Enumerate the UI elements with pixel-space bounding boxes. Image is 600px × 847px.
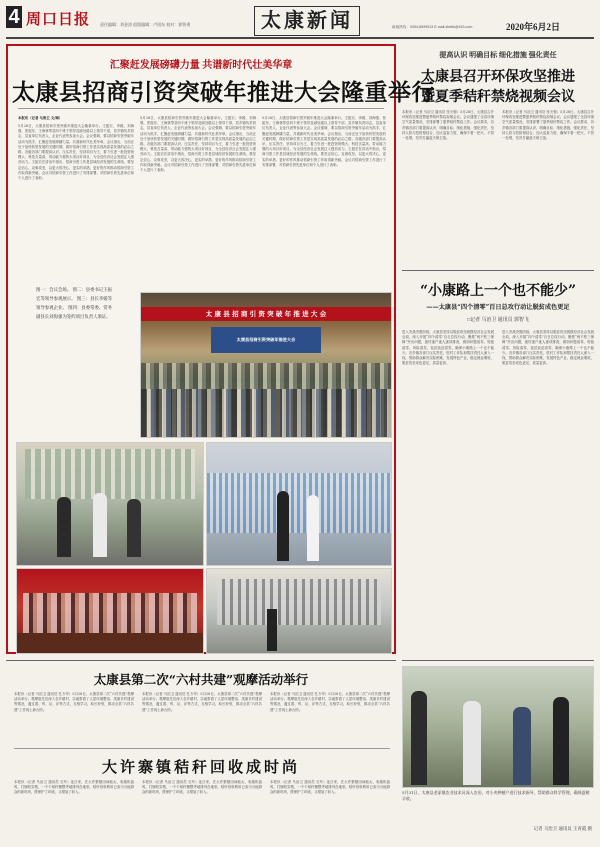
- straw-body-col2: 本报讯（记者 马治卫 通讯员 石玲）连日来，在大许寨镇田间地头，收割机轰鸣，打捆机穿梭，一个个秸秆捆整齐地排列在地里。秸秆回收利用已成为当地群众的新时尚，既保护了环境，又增加了收入。: [142, 780, 262, 795]
- hotline: 新闻热线：0394-8599513 E-mail:zkrbtk@163.com: [392, 25, 473, 29]
- stage-screen: 太康县招商引资突破年推进大会: [211, 327, 321, 353]
- editor-line: 责任编辑：刘金涛 组版编辑：卢团东 校对：郭智勇: [100, 22, 191, 27]
- right-top-headline-2: 暨夏季秸秆禁烧视频会议: [421, 89, 575, 105]
- lead-story: [6, 44, 435, 654]
- photo-factory-inspection: [206, 442, 392, 566]
- lead-headline: 太康县招商引资突破年推进大会隆重举行: [12, 79, 435, 106]
- feature-body: 进入决战决胜阶段，太康县坚持以脱贫攻坚统揽经济社会发展全局，深入开展“四个清零”百日总攻行动，聚焦“两不愁三保障”突出问题，逐村逐户逐人逐项排查，做到问题清零、短板清零、风险清零、返贫致贫清零，确保小康路上一个也不能少。各乡镇各部门压实责任，驻村工作队和帮扶责任人深入一线，帮助群众解决实际困难，发展特色产业，稳定就业增收，脱贫攻坚成色更足、质量更高。: [402, 330, 494, 366]
- six-villages-headline: 太康县第二次“六村共建”观摩活动举行: [93, 672, 309, 687]
- paper-name: 周口日报: [26, 12, 91, 28]
- masthead-rule: [6, 37, 594, 39]
- bottom-right-credit: 记者 马治卫 通讯员 王青霞 摄: [533, 827, 592, 832]
- six-villages-body-col3: 本报讯（记者 马治卫 通讯员 孔令华）5月28日，太康县第二次“六村共建”观摩活动举行。观摩组先后深入各乡镇村，实地察看了人居环境整治、美丽乡村建设等情况，通过看、听、议、评等方式，互相学习，取长补短，推动全县“六村共建”工作再上新台阶。: [270, 692, 390, 712]
- banner: 太 康 县 招 商 引 资 突 破 年 推 进 大 会: [141, 307, 391, 321]
- bottom-right: [402, 660, 594, 843]
- six-villages-body: 本报讯（记者 马治卫 通讯员 孔令华）5月28日，太康县第二次“六村共建”观摩活动举行。观摩组先后深入各乡镇村，实地察看了人居环境整治、美丽乡村建设等情况，通过看、听、议、评等方式，互相学习，取长补短，推动全县“六村共建”工作再上新台阶。: [14, 692, 134, 712]
- photo-workshop: [206, 568, 392, 654]
- lead-body-col3: 5月28日，太康县招商引资突破年推进大会隆重举行。王振宏、李媛、刘海强、张振东、王海林等县四个班子领导及副处级以上领导干部，县乡镇负责同志，县直单位负责人，企业代表等参加大会。会议强调，要以招商引资突破年活动为抓手，汇聚赶发展磅礴力量，共谱新时代壮美华章。会议指出，当前正处于加快转型发展的关键时期，做好招商引资工作是实现高质量发展的必由之路。各级各部门要提高认识、压实责任，坚持项目为王，着力引进一批投资规模大、科技含量高、带动能力强的大项目好项目，为全县经济社会发展注入强劲动力。王振宏在讲话中指出，招商引资工作是县域经济发展的生命线，要坚定信心、克难攻坚，以更大的决心、更实的举措、更好的作风推动招商引资工作取得新突破。会议对招商引资工作进行了安排部署，对招商引资先进单位和个人进行了表彰。: [262, 116, 386, 167]
- photo-signing-ceremony: [16, 568, 204, 654]
- issue-date: 2020年6月2日: [506, 22, 561, 32]
- photo-agri-technician: [402, 666, 594, 788]
- lead-body: 5月28日，太康县招商引资突破年推进大会隆重举行。王振宏、李媛、刘海强、张振东、王海林等县四个班子领导及副处级以上领导干部，县乡镇负责同志，县直单位负责人，企业代表等参加大会。会议强调，要以招商引资突破年活动为抓手，汇聚赶发展磅礴力量，共谱新时代壮美华章。会议指出，当前正处于加快转型发展的关键时期，做好招商引资工作是实现高质量发展的必由之路。各级各部门要提高认识、压实责任，坚持项目为王，着力引进一批投资规模大、科技含量高、带动能力强的大项目好项目，为全县经济社会发展注入强劲动力。王振宏在讲话中指出，招商引资工作是县域经济发展的生命线，要坚定信心、克难攻坚，以更大的决心、更实的举措、更好的作风推动招商引资工作取得新突破。会议对招商引资工作进行了安排部署，对招商引资先进单位和个人进行了表彰。: [18, 124, 134, 181]
- right-top-body: 本报讯（记者 马治卫 通讯员 张天强）5月28日，太康县召开环保攻坚推进暨夏季秸秆禁烧视频会议。会议通报了全县环境空气质量情况，安排部署了夏季秸秆禁烧工作。会议要求，各乡镇各部门要提高认识，明确目标，细化措施，强化责任，坚持人防与技防相结合，加大巡查力度，确保不着一把火、不冒一处烟，坚决打赢蓝天保卫战。: [402, 110, 494, 141]
- section-title: 太康新闻: [254, 6, 360, 36]
- lead-headline-rule: [18, 108, 384, 109]
- photo-leaders-visit: [16, 442, 204, 566]
- lead-caption-text: 图一：会议会场。 图二：县委书记王振宏等领导参观展示。 图三：县长李媛等领导参观企业。 图四：县委常委、常务副县长刘海强为签约项目负责人颁证。: [36, 288, 113, 320]
- bottom-left: [6, 660, 396, 843]
- feature-story: [402, 270, 594, 654]
- right-top-body-col2: 本报讯（记者 马治卫 通讯员 张天强）5月28日，太康县召开环保攻坚推进暨夏季秸秆禁烧视频会议。会议通报了全县环境空气质量情况，安排部署了夏季秸秆禁烧工作。会议要求，各乡镇各部门要提高认识，明确目标，细化措施，强化责任，坚持人防与技防相结合，加大巡查力度，确保不着一把火、不冒一处烟，坚决打赢蓝天保卫战。: [502, 110, 594, 141]
- bottom-right-caption: 5月31日，太康县老冢镇农业技术员深入农田，对小麦种植户进行技术指导，帮助群众科学管理，确保夏粮丰收。: [402, 790, 590, 801]
- feature-headline: “小康路上一个也不能少”: [419, 283, 577, 299]
- right-top-headline-1: 太康县召开环保攻坚推进: [421, 69, 575, 85]
- straw-headline: 大许寨镇秸秆回收成时尚: [101, 758, 300, 776]
- lead-body-col2: 5月28日，太康县招商引资突破年推进大会隆重举行。王振宏、李媛、刘海强、张振东、王海林等县四个班子领导及副处级以上领导干部，县乡镇负责同志，县直单位负责人，企业代表等参加大会。会议强调，要以招商引资突破年活动为抓手，汇聚赶发展磅礴力量，共谱新时代壮美华章。会议指出，当前正处于加快转型发展的关键时期，做好招商引资工作是实现高质量发展的必由之路。各级各部门要提高认识、压实责任，坚持项目为王，着力引进一批投资规模大、科技含量高、带动能力强的大项目好项目，为全县经济社会发展注入强劲动力。王振宏在讲话中指出，招商引资工作是县域经济发展的生命线，要坚定信心、克难攻坚，以更大的决心、更实的举措、更好的作风推动招商引资工作取得新突破。会议对招商引资工作进行了安排部署，对招商引资先进单位和个人进行了表彰。: [140, 116, 256, 173]
- lead-byline: 本报讯（记者 马治卫 文/图）: [18, 116, 63, 120]
- right-top-kicker: 提高认识 明确目标 细化措施 强化责任: [439, 51, 557, 59]
- page-number: 4: [6, 6, 22, 28]
- lead-caption: [36, 286, 116, 366]
- feature-subheadline: ——太康县“四个清零”百日总攻行动让脱贫成色更足: [426, 304, 570, 311]
- masthead: [0, 0, 600, 40]
- straw-body: 本报讯（记者 马治卫 通讯员 石玲）连日来，在大许寨镇田间地头，收割机轰鸣，打捆机穿梭，一个个秸秆捆整齐地排列在地里。秸秆回收利用已成为当地群众的新时尚，既保护了环境，又增加了收入。: [14, 780, 134, 795]
- lead-kicker: 汇聚赶发展磅礴力量 共谱新时代壮美华章: [109, 60, 293, 71]
- feature-body-col2: 进入决战决胜阶段，太康县坚持以脱贫攻坚统揽经济社会发展全局，深入开展“四个清零”百日总攻行动，聚焦“两不愁三保障”突出问题，逐村逐户逐人逐项排查，做到问题清零、短板清零、风险清零、返贫致贫清零，确保小康路上一个也不能少。各乡镇各部门压实责任，驻村工作队和帮扶责任人深入一线，帮助群众解决实际困难，发展特色产业，稳定就业增收，脱贫攻坚成色更足、质量更高。: [502, 330, 594, 366]
- photo-meeting-hall: [140, 292, 392, 438]
- feature-byline: □记者 马治卫 通讯员 郭智飞: [467, 318, 529, 323]
- six-villages-body-col2: 本报讯（记者 马治卫 通讯员 孔令华）5月28日，太康县第二次“六村共建”观摩活动举行。观摩组先后深入各乡镇村，实地察看了人居环境整治、美丽乡村建设等情况，通过看、听、议、评等方式，互相学习，取长补短，推动全县“六村共建”工作再上新台阶。: [142, 692, 262, 712]
- straw-body-col3: 本报讯（记者 马治卫 通讯员 石玲）连日来，在大许寨镇田间地头，收割机轰鸣，打捆机穿梭，一个个秸秆捆整齐地排列在地里。秸秆回收利用已成为当地群众的新时尚，既保护了环境，又增加了收入。: [270, 780, 390, 795]
- right-top-story: [402, 44, 594, 262]
